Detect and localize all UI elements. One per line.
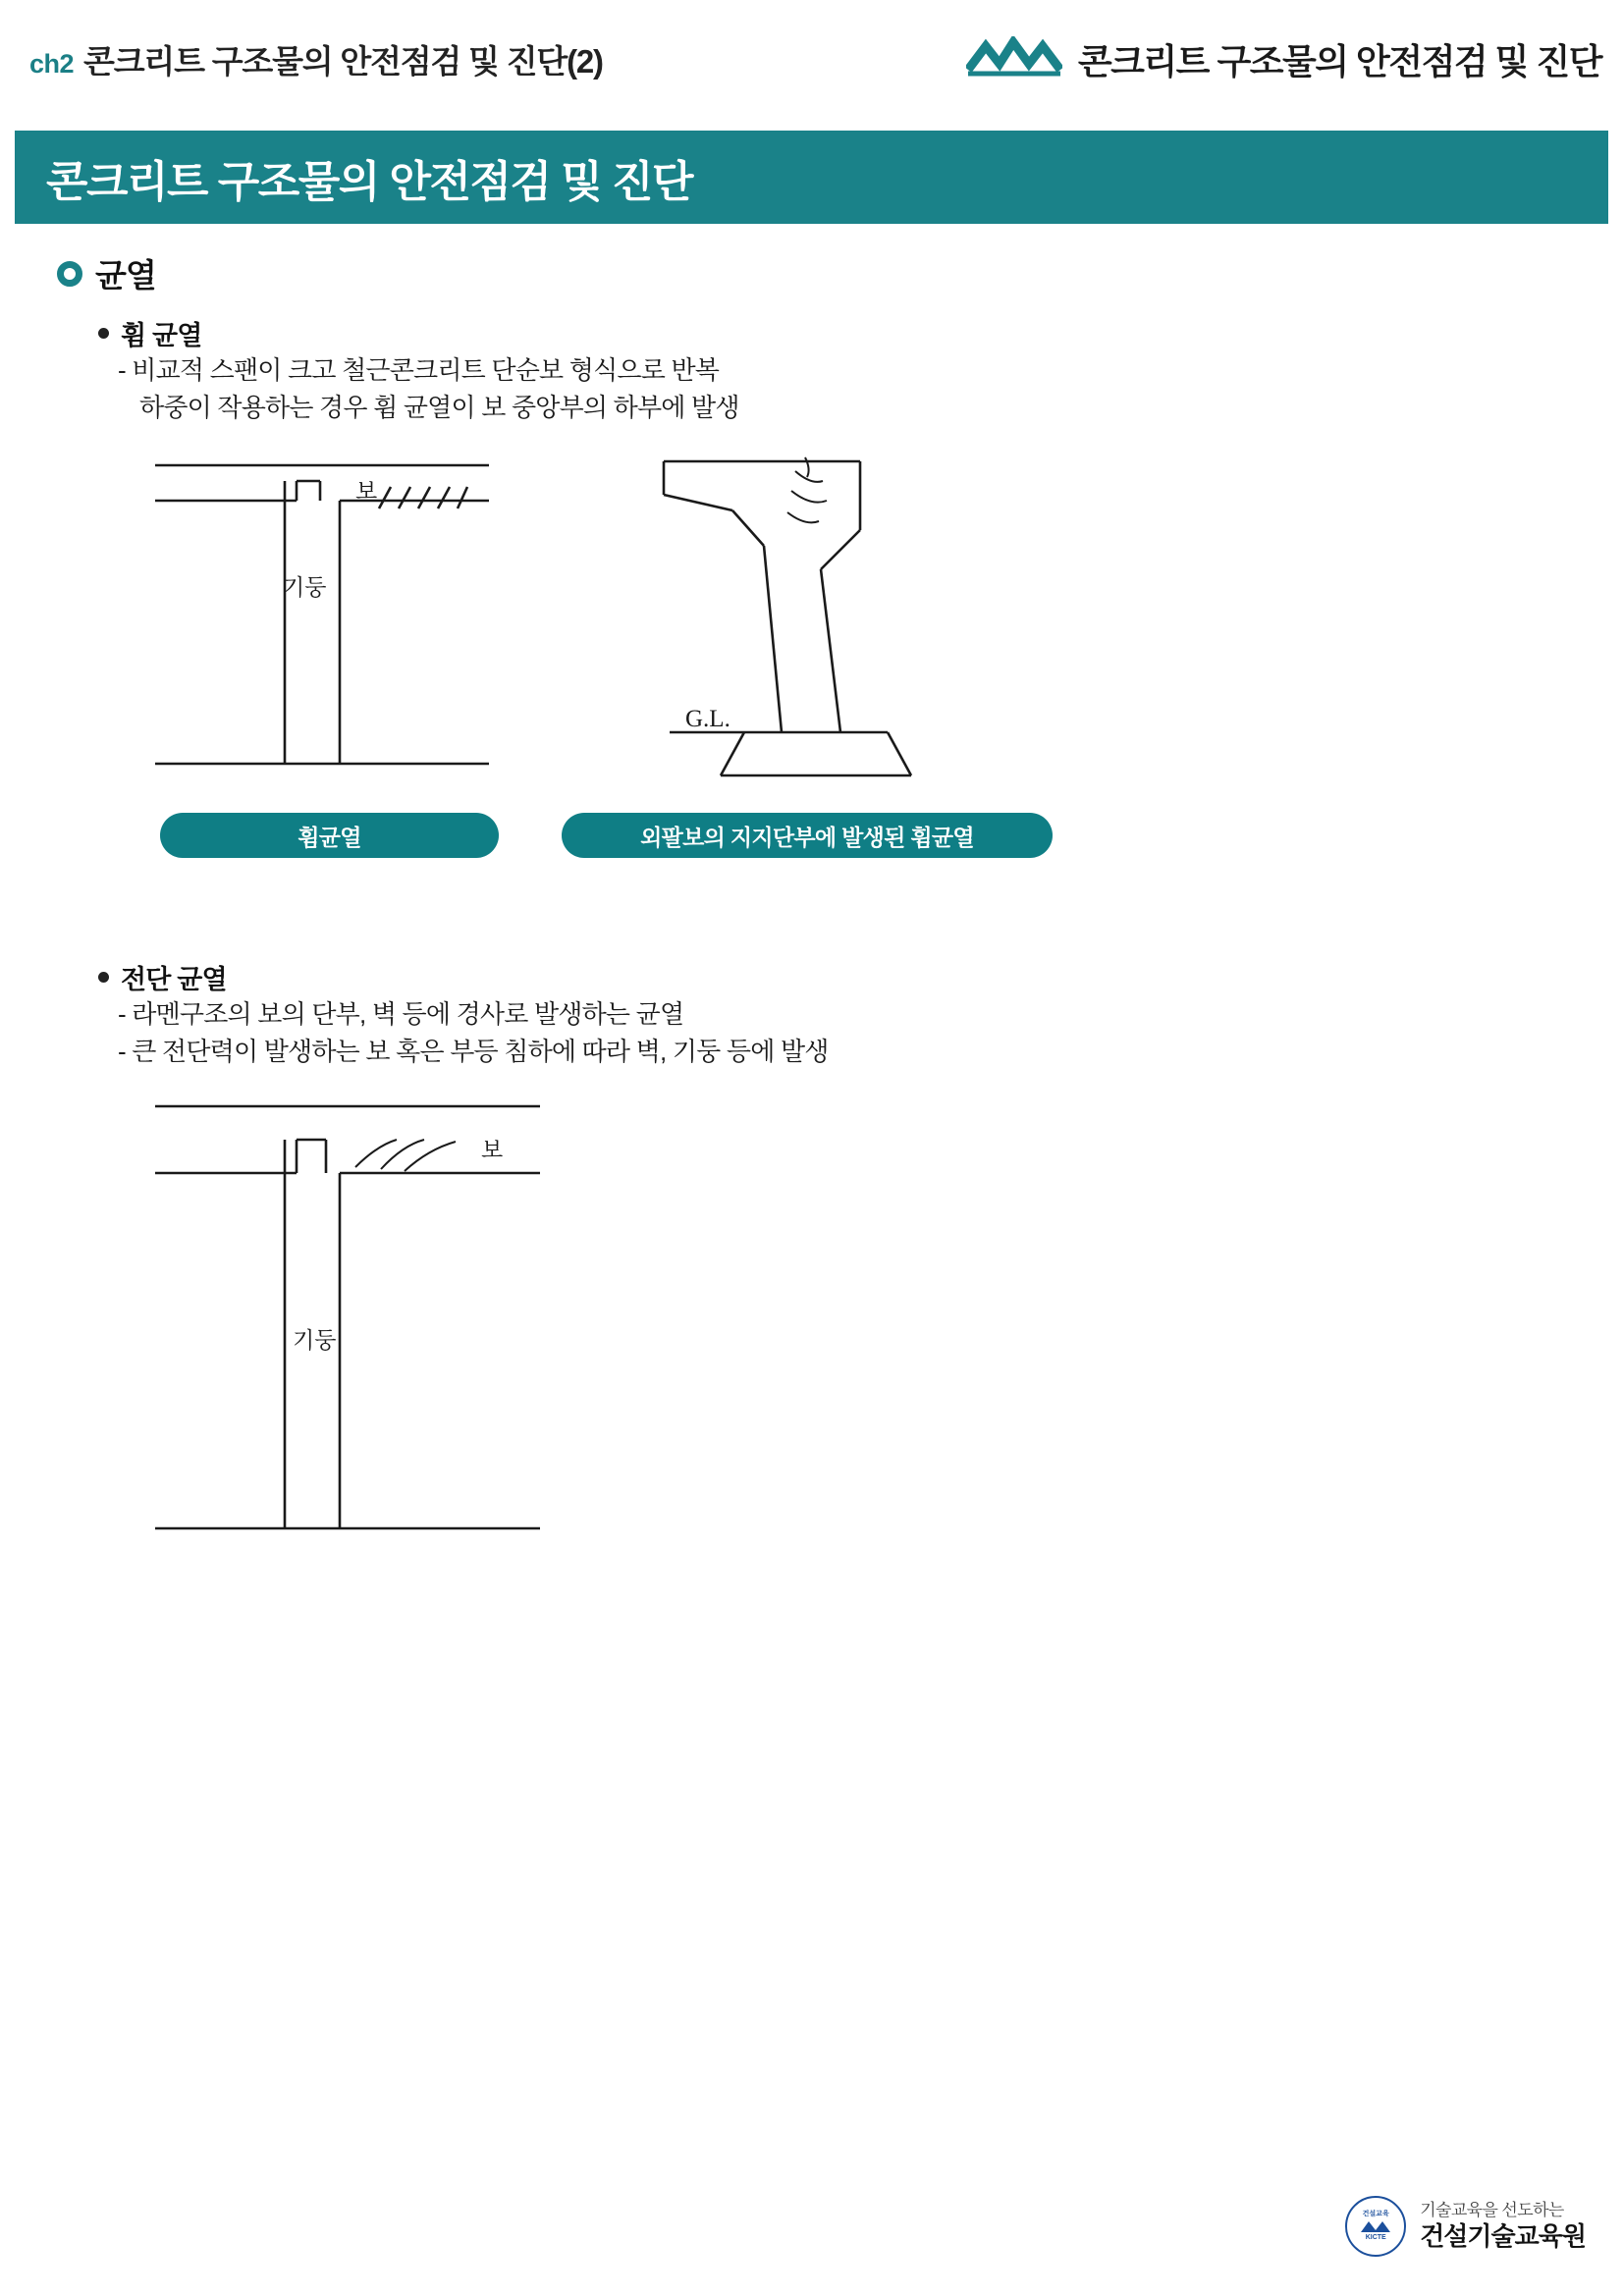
subsection-shear [98,958,1623,996]
bending-line-1: - 비교적 스팬이 크고 철근콘크리트 단순보 형식으로 반복 [118,355,720,385]
footer-tagline: 기술교육을 선도하는 [1420,2201,1564,2220]
header-left-group [29,36,603,82]
label-column-left: 기둥 [283,574,327,601]
caption-bending-left: 휨균열 [160,813,499,858]
label-column-shear: 기둥 [293,1326,337,1353]
page-title-band [15,131,1608,224]
subsection-bending-label: 휨 균열 [121,321,202,350]
footer-text-group [1420,2200,1586,2253]
bending-figure-left-drawing [147,452,540,815]
label-ground-line: G.L. [685,706,730,733]
chapter-tag: ch2 [29,48,75,79]
header-right-title: 콘크리트 구조물의 안전점검 및 진단 [1077,40,1601,81]
footer-logo [1345,2196,1586,2257]
kicte-mark-top: 건설교육 [1362,2211,1389,2218]
header-right-group [966,34,1601,84]
dot-bullet-icon [98,972,109,983]
shear-line-2: - 큰 전단력이 발생하는 보 혹은 부등 침하에 따라 벽, 기둥 등에 발생 [118,1037,829,1067]
shear-figure-drawing [147,1096,579,1568]
bending-figure-right-drawing [648,452,1060,815]
caption-bending-right: 외팔보의 지지단부에 발생된 휨균열 [562,813,1053,858]
slide-content [0,250,1623,1587]
shear-line-1: - 라멘구조의 보의 단부, 벽 등에 경사로 발생하는 균열 [118,999,684,1030]
label-beam-shear: 보 [481,1136,504,1162]
dot-bullet-icon [98,328,109,339]
page-title: 콘크리트 구조물의 안전점검 및 진단 [46,157,692,206]
ring-bullet-icon [57,261,82,287]
footer-org-name: 건설기술교육원 [1420,2221,1586,2252]
kicte-mark-text: KICTE [1365,2234,1386,2241]
kicte-mountain-icon [1359,2218,1392,2234]
kicte-logo-icon [1345,2196,1406,2257]
bending-figure-area [0,452,1623,913]
section-heading [57,250,1623,296]
shear-figure-area [0,1096,1623,1587]
label-beam-left: 보 [355,478,378,505]
section-heading-label: 균열 [95,257,156,294]
subsection-bending [98,314,1623,352]
subsection-shear-label: 전단 균열 [121,965,227,995]
header-left-title: 콘크리트 구조물의 안전점검 및 진단(2) [83,42,603,80]
wave-mountain-icon [966,36,1062,82]
page-header [0,0,1623,118]
bending-line-2: 하중이 작용하는 경우 휨 균열이 보 중앙부의 하부에 발생 [139,392,739,422]
